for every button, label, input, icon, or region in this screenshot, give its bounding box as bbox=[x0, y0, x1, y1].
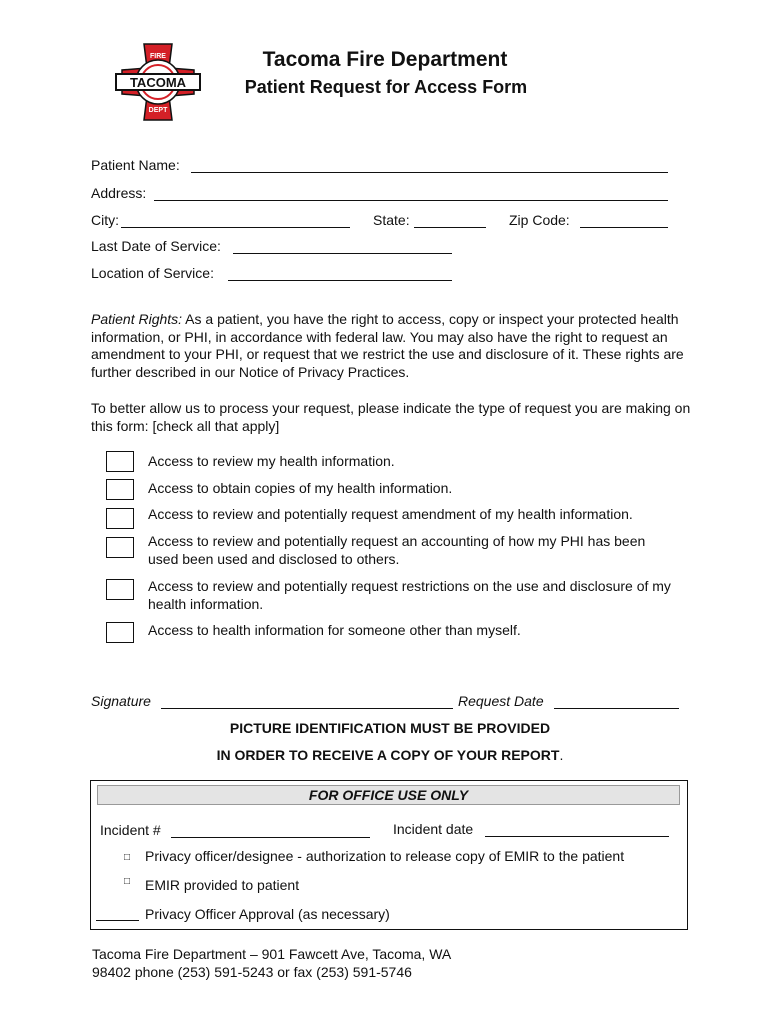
option-copies-label: Access to obtain copies of my health information. bbox=[148, 480, 453, 496]
footer-line1: Tacoma Fire Department – 901 Fawcett Ave, Tacoma, WA bbox=[92, 946, 452, 962]
zip-field[interactable] bbox=[580, 227, 668, 228]
city-label: City: bbox=[91, 212, 119, 228]
last-date-label: Last Date of Service: bbox=[91, 238, 221, 254]
checkbox-amendment[interactable] bbox=[106, 508, 134, 529]
incident-date-field[interactable] bbox=[485, 836, 669, 837]
small-checkbox-icon[interactable]: □ bbox=[124, 876, 131, 887]
logo-top-text: FIRE bbox=[150, 53, 166, 60]
zip-label: Zip Code: bbox=[509, 212, 570, 228]
id-notice-line2-wrap bbox=[90, 747, 690, 763]
checkbox-restrictions[interactable] bbox=[106, 579, 134, 600]
office-item-emir-provided: EMIR provided to patient bbox=[145, 877, 300, 893]
checkbox-review[interactable] bbox=[106, 451, 134, 472]
incident-date-label: Incident date bbox=[393, 821, 474, 837]
office-item-authorization: Privacy officer/designee - authorization to release copy of EMIR to the patient bbox=[145, 848, 625, 864]
request-date-field[interactable] bbox=[554, 708, 679, 709]
address-label: Address: bbox=[91, 185, 147, 201]
id-notice-line1: PICTURE IDENTIFICATION MUST BE PROVIDED bbox=[229, 720, 551, 736]
incident-number-field[interactable] bbox=[171, 837, 370, 838]
office-item-approval: Privacy Officer Approval (as necessary) bbox=[145, 906, 390, 922]
page-title: Tacoma Fire Department bbox=[262, 48, 508, 71]
request-date-label: Request Date bbox=[458, 693, 544, 709]
tacoma-fire-logo bbox=[108, 42, 208, 122]
address-field[interactable] bbox=[154, 200, 668, 201]
signature-field[interactable] bbox=[161, 708, 453, 709]
option-review-label: Access to review my health information. bbox=[148, 453, 395, 469]
patient-rights-text: As a patient, you have the right to access, copy or inspect your protected health information, or PHI, in accordance with federal law. You may also have the right to request an amendment to your PHI, or request that we restrict the use and disclosure of it. These rights are further described in our Notice of Privacy Practices. bbox=[91, 311, 684, 380]
last-date-field[interactable] bbox=[233, 253, 452, 254]
logo-bottom-text: DEPT bbox=[148, 107, 168, 114]
state-label: State: bbox=[373, 212, 410, 228]
patient-name-label: Patient Name: bbox=[91, 157, 180, 173]
option-restrictions-label: Access to review and potentially request restrictions on the use and disclosure of my health information. bbox=[148, 578, 671, 612]
city-field[interactable] bbox=[121, 227, 350, 228]
patient-rights-lead: Patient Rights: bbox=[91, 311, 183, 327]
option-accounting-label: Access to review and potentially request an accounting of how my PHI has been used been used and disclosed to others. bbox=[148, 533, 646, 567]
signature-label: Signature bbox=[91, 693, 151, 709]
incident-number-label: Incident # bbox=[100, 822, 161, 838]
checkbox-copies[interactable] bbox=[106, 479, 134, 500]
small-checkbox-icon[interactable]: □ bbox=[124, 852, 131, 863]
patient-rights-paragraph bbox=[91, 311, 691, 381]
id-notice-line2: IN ORDER TO RECEIVE A COPY OF YOUR REPORT bbox=[216, 747, 560, 763]
state-field[interactable] bbox=[414, 227, 486, 228]
location-label: Location of Service: bbox=[91, 265, 214, 281]
approval-initials-field[interactable] bbox=[96, 920, 139, 921]
patient-name-field[interactable] bbox=[191, 172, 668, 173]
footer-line2: 98402 phone (253) 591-5243 or fax (253) 591-5746 bbox=[92, 963, 412, 980]
footer-address bbox=[92, 946, 612, 981]
office-use-heading: FOR OFFICE USE ONLY bbox=[97, 785, 680, 805]
page-subtitle: Patient Request for Access Form bbox=[244, 77, 528, 97]
location-field[interactable] bbox=[228, 280, 452, 281]
checkbox-someone-else[interactable] bbox=[106, 622, 134, 643]
checkbox-accounting[interactable] bbox=[106, 537, 134, 558]
option-amendment-label: Access to review and potentially request amendment of my health information. bbox=[148, 506, 633, 522]
logo-center-text: TACOMA bbox=[129, 75, 187, 90]
id-notice-line2-end: . bbox=[559, 747, 564, 763]
option-someone-else-label: Access to health information for someone other than myself. bbox=[148, 622, 521, 638]
instructions-paragraph: To better allow us to process your request, please indicate the type of request you are making on this form: [check all that apply] bbox=[91, 400, 691, 434]
